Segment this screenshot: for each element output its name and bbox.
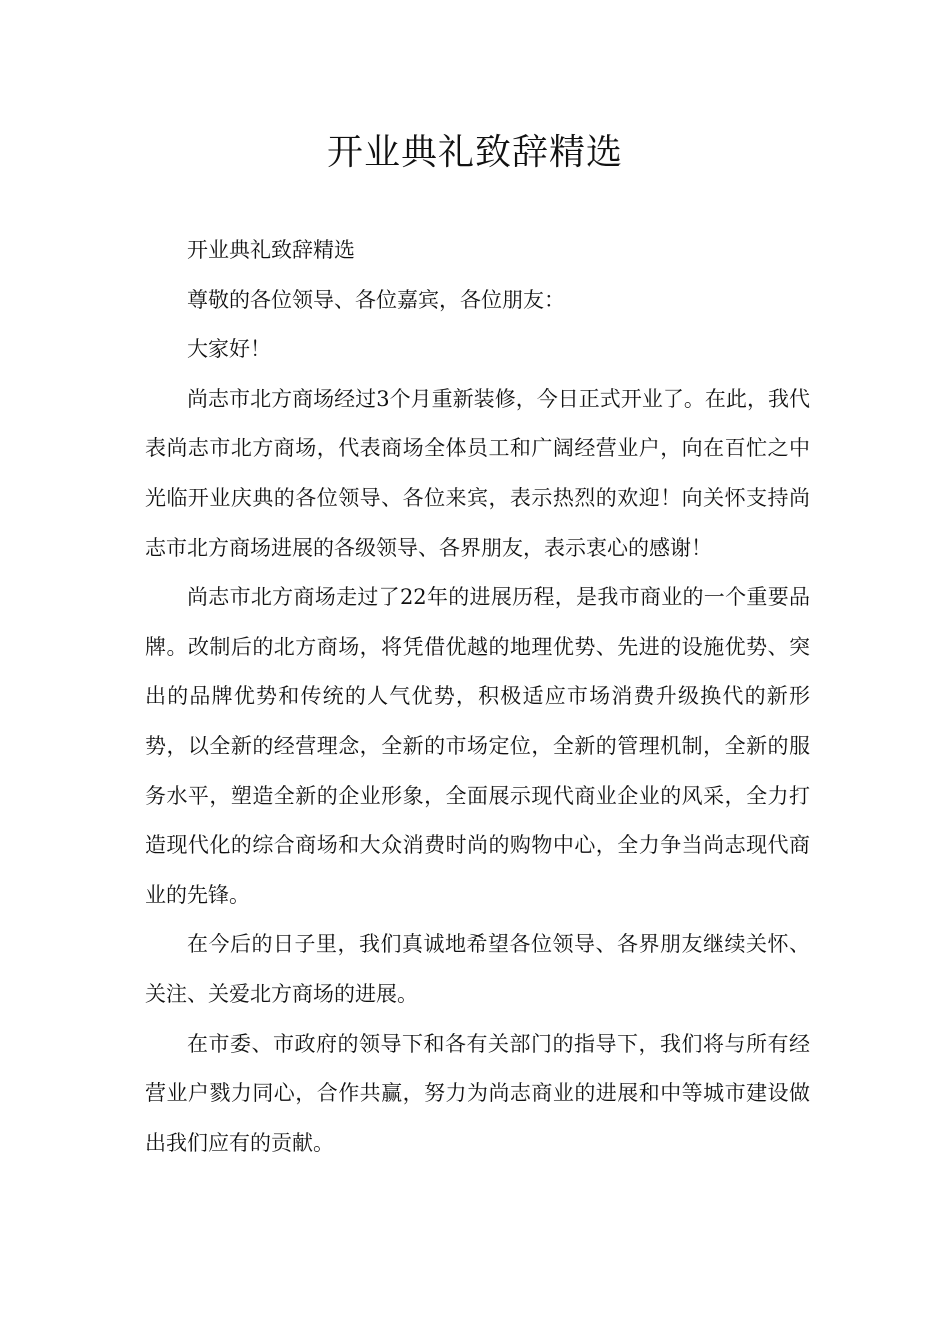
document-body: [145, 226, 810, 1168]
body-paragraph-greeting: 大家好！: [187, 337, 271, 362]
body-paragraph: 在今后的日子里，我们真诚地希望各位领导、各界朋友继续关怀、关注、关爱北方商场的进展。: [145, 932, 810, 1006]
body-paragraph-salutation: 尊敬的各位领导、各位嘉宾，各位朋友：: [187, 287, 565, 312]
body-paragraph: 尚志市北方商场经过3个月重新装修，今日正式开业了。在此，我代表尚志市北方商场，代表商场全体员工和广阔经营业户，向在百忙之中光临开业庆典的各位领导、各位来宾，表示热烈的欢迎！向关怀支持尚志市北方商场进展的各级领导、各界朋友，表示衷心的感谢！: [145, 386, 810, 560]
body-paragraph: 在市委、市政府的领导下和各有关部门的指导下，我们将与所有经营业户戮力同心，合作共赢，努力为尚志商业的进展和中等城市建设做出我们应有的贡献。: [145, 1031, 810, 1155]
body-paragraph: 尚志市北方商场走过了22年的进展历程，是我市商业的一个重要品牌。改制后的北方商场，将凭借优越的地理优势、先进的设施优势、突出的品牌优势和传统的人气优势，积极适应市场消费升级换代的新形势，以全新的经营理念，全新的市场定位，全新的管理机制，全新的服务水平，塑造全新的企业形象，全面展示现代商业企业的风采，全力打造现代化的综合商场和大众消费时尚的购物中心，全力争当尚志现代商业的先锋。: [145, 585, 810, 907]
body-paragraph-subtitle: 开业典礼致辞精选: [187, 238, 355, 262]
document-title: 开业典礼致辞精选: [326, 132, 623, 173]
